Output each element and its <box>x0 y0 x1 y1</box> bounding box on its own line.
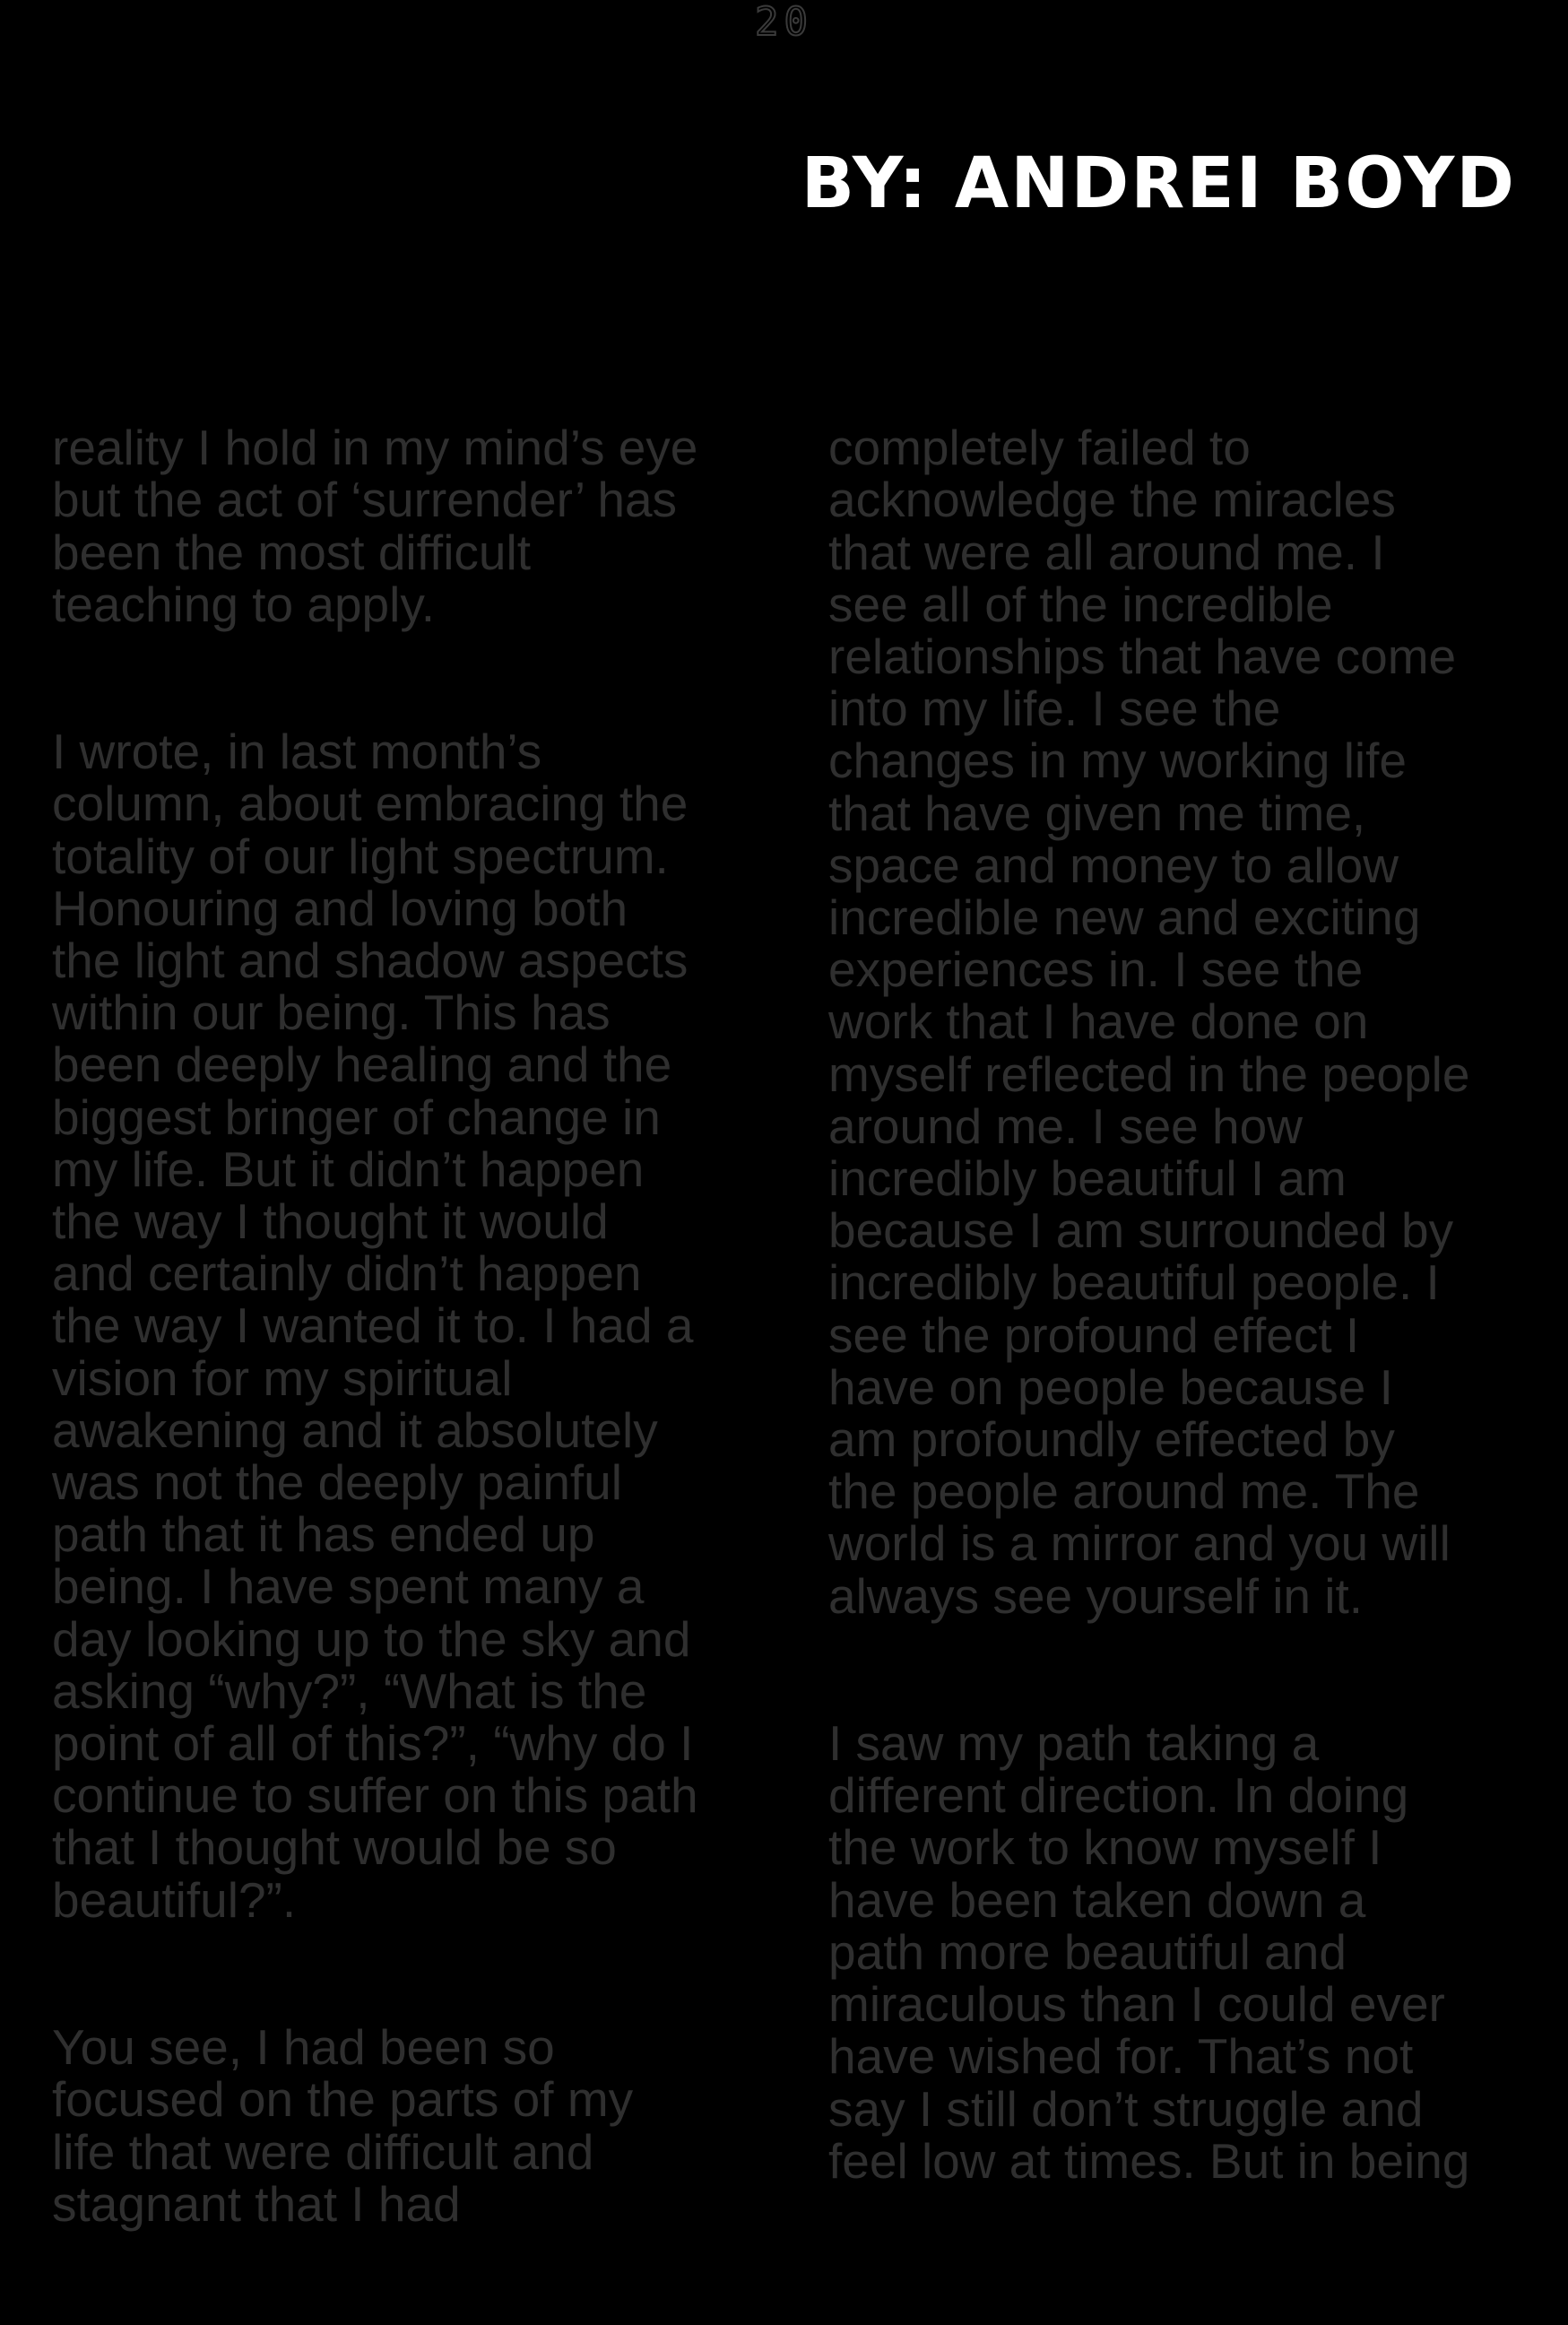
paragraph: reality I hold in my mind’s eye but the act of ‘surrender’ has been the most difficult teaching to apply. <box>52 420 698 632</box>
right-column <box>828 369 1546 2282</box>
paragraph: completely failed to acknowledge the miracles that were all around me. I see all of the incredible relationships that have come into my life. I see the changes in my working life that have given me time, space and money to allow incredible new and exciting experiences in. I see the work that I have done on myself reflected in the people around me. I see how incredibly beautiful I am because I am surrounded by incredibly beautiful people. I see the profound effect I have on people because I am profoundly effected by the people around me. The world is a mirror and you will always see yourself in it. <box>828 420 1470 1624</box>
paragraph: I wrote, in last month’s column, about embracing the totality of our light spectrum. Honouring and loving both the light and shadow aspects within our being. This has been deeply healing and the biggest bringer of change in my life. But it didn’t happen the way I thought it would and certainly didn’t happen the way I wanted it to. I had a vision for my spiritual awakening and it absolutely was not the deeply painful path that it has ended up being. I have spent many a day looking up to the sky and asking “why?”, “What is the point of all of this?”, “why do I continue to suffer on this path that I thought would be so beautiful?”. <box>52 724 698 1928</box>
paragraph: I saw my path taking a different direction. In doing the work to know myself I have been taken down a path more beautiful and miraculous than I could ever have wished for. That’s not say I still don’t struggle and feel low at times. But in being <box>828 1715 1470 2189</box>
author-byline: BY: ANDREI BOYD <box>801 143 1516 224</box>
page-number: 20 <box>755 0 813 45</box>
left-column <box>52 369 769 2325</box>
paragraph: You see, I had been so focused on the parts of my life that were difficult and stagnant that I had <box>52 2019 634 2232</box>
